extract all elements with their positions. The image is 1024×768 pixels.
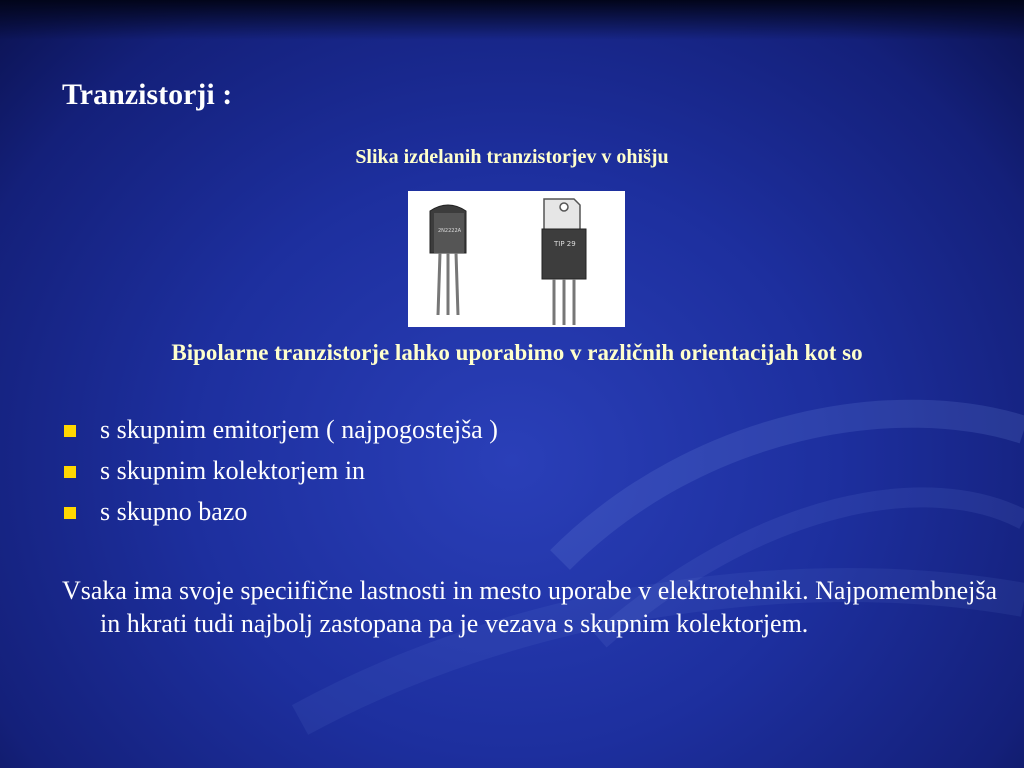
to92-label: 2N2222A bbox=[438, 228, 462, 234]
bullet-item bbox=[62, 412, 498, 453]
body-paragraph: Vsaka ima svoje speciifične lastnosti in mesto uporabe v elektrotehniki. Najpomembnejša in hkrati tudi najbolj zastopana pa je vezava s skupnim kolektorjem. bbox=[62, 576, 998, 638]
bullet-square-icon bbox=[64, 507, 76, 519]
transistor-image bbox=[408, 191, 625, 327]
bullet-square-icon bbox=[64, 425, 76, 437]
bullet-item bbox=[62, 453, 498, 494]
to220-transistor bbox=[542, 199, 586, 325]
image-caption: Slika izdelanih tranzistorjev v ohišju bbox=[355, 146, 669, 168]
bullet-square-icon bbox=[64, 466, 76, 478]
slide-subtitle: Bipolarne tranzistorje lahko uporabimo v različnih orientacijah kot so bbox=[171, 340, 863, 365]
bullet-item bbox=[62, 494, 498, 535]
bullet-text: s skupnim kolektorjem in bbox=[100, 456, 366, 485]
bullet-text: s skupno bazo bbox=[100, 497, 248, 526]
bullet-text: s skupnim emitorjem ( najpogostejša ) bbox=[100, 415, 498, 444]
to220-label: TIP 29 bbox=[554, 240, 576, 248]
top-band bbox=[0, 0, 1024, 40]
to92-transistor bbox=[430, 205, 466, 315]
slide-title: Tranzistorji : bbox=[62, 78, 233, 111]
bullet-list bbox=[62, 412, 498, 535]
